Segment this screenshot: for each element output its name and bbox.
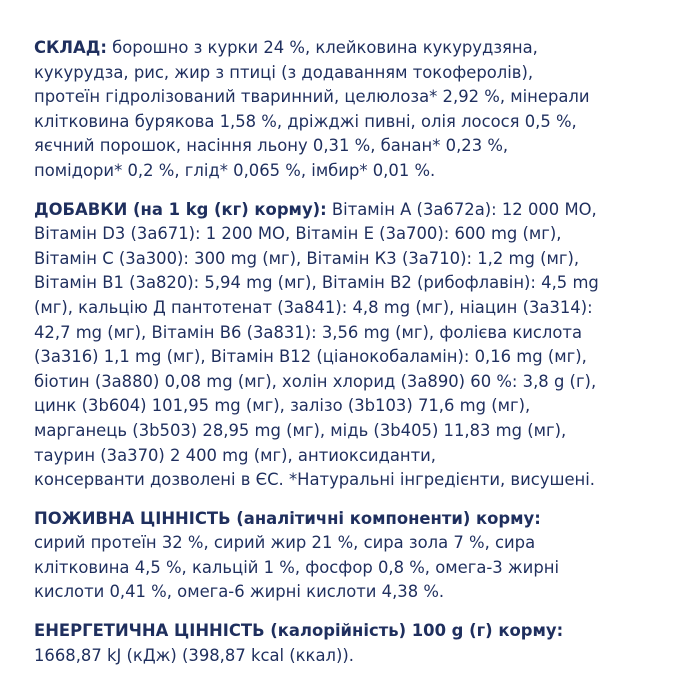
energy-value-section	[34, 619, 674, 668]
nutritional-label-line	[34, 507, 674, 532]
nutritional-label: ПОЖИВНА ЦІННІСТЬ (аналітичні компоненти) корму:	[34, 508, 541, 528]
energy-label: ЕНЕРГЕТИЧНА ЦІННІСТЬ (калорійність) 100 g (г) корму:	[34, 621, 564, 641]
additives-line-4: Вітамін В1 (3a820): 5,94 mg (мг), Вітамін В2 (рибофлавін): 4,5 mg	[34, 273, 599, 293]
additives-section	[34, 198, 674, 493]
composition-line-5: яєчний порошок, насіння льону 0,31 %, банан* 0,23 %,	[34, 136, 509, 156]
nutritional-line-1: сирий протеїн 32 %, сирий жир 21 %, сира зола 7 %, сира	[34, 533, 536, 553]
additives-line-6: 42,7 mg (мг), Вітамін В6 (3a831): 3,56 mg (мг), фолієва кислота	[34, 322, 582, 342]
nutritional-line-2: клітковина 4,5 %, кальцій 1 %, фосфор 0,8 %, омега-3 жирні	[34, 557, 560, 577]
additives-line-2: Вітамін D3 (3a671): 1 200 МО, Вітамін Е (3a700): 600 mg (мг),	[34, 224, 562, 244]
composition-line-2: кукурудза, рис, жир з птиці (з додаванням токоферолів),	[34, 62, 534, 82]
energy-label-line	[34, 619, 674, 644]
composition-line-4: клітковина бурякова 1,58 %, дріжджі пивні, олія лосося 0,5 %,	[34, 111, 577, 131]
additives-line-1	[34, 198, 674, 223]
additives-line-8: біотин (3a880) 0,08 mg (мг), холін хлорид (3a890) 60 %: 3,8 g (г),	[34, 371, 597, 391]
additives-line-7: (3a316) 1,1 mg (мг), Вітамін В12 (ціанокобаламін): 0,16 mg (мг),	[34, 347, 587, 367]
additives-text: Вітамін А (3a672a): 12 000 МО,	[326, 199, 597, 219]
nutritional-line-3: кислоти 0,41 %, омега-6 жирні кислоти 4,38 %.	[34, 582, 445, 602]
nutritional-value-section	[34, 507, 674, 605]
composition-section	[34, 36, 674, 184]
composition-line-1	[34, 36, 674, 61]
composition-line-3: протеїн гідролізований тваринний, целюлоза* 2,92 %, мінерали	[34, 87, 590, 107]
additives-label: ДОБАВКИ (на 1 kg (кг) корму):	[34, 199, 327, 219]
additives-line-9: цинк (3b604) 101,95 mg (мг), залізо (3b103) 71,6 mg (мг),	[34, 396, 531, 416]
additives-line-12: консерванти дозволені в ЄС. *Натуральні інгредієнти, висушені.	[34, 470, 596, 490]
product-composition-document	[34, 36, 674, 668]
additives-line-3: Вітамін С (3a300): 300 mg (мг), Вітамін К3 (3a710): 1,2 mg (мг),	[34, 248, 580, 268]
additives-line-10: марганець (3b503) 28,95 mg (мг), мідь (3b405) 11,83 mg (мг),	[34, 420, 567, 440]
additives-line-5: (мг), кальцію Д пантотенат (3a841): 4,8 mg (мг), ніацин (3a314):	[34, 297, 593, 317]
composition-text: борошно з курки 24 %, клейковина кукурудзяна,	[106, 38, 538, 57]
energy-line-1: 1668,87 kJ (кДж) (398,87 kcal (ккал)).	[34, 645, 354, 665]
additives-line-11: таурин (3a370) 2 400 mg (мг), антиоксиданти,	[34, 445, 436, 465]
composition-label: СКЛАД:	[34, 38, 107, 57]
composition-line-6: помідори* 0,2 %, глід* 0,065 %, імбир* 0,01 %.	[34, 160, 436, 180]
